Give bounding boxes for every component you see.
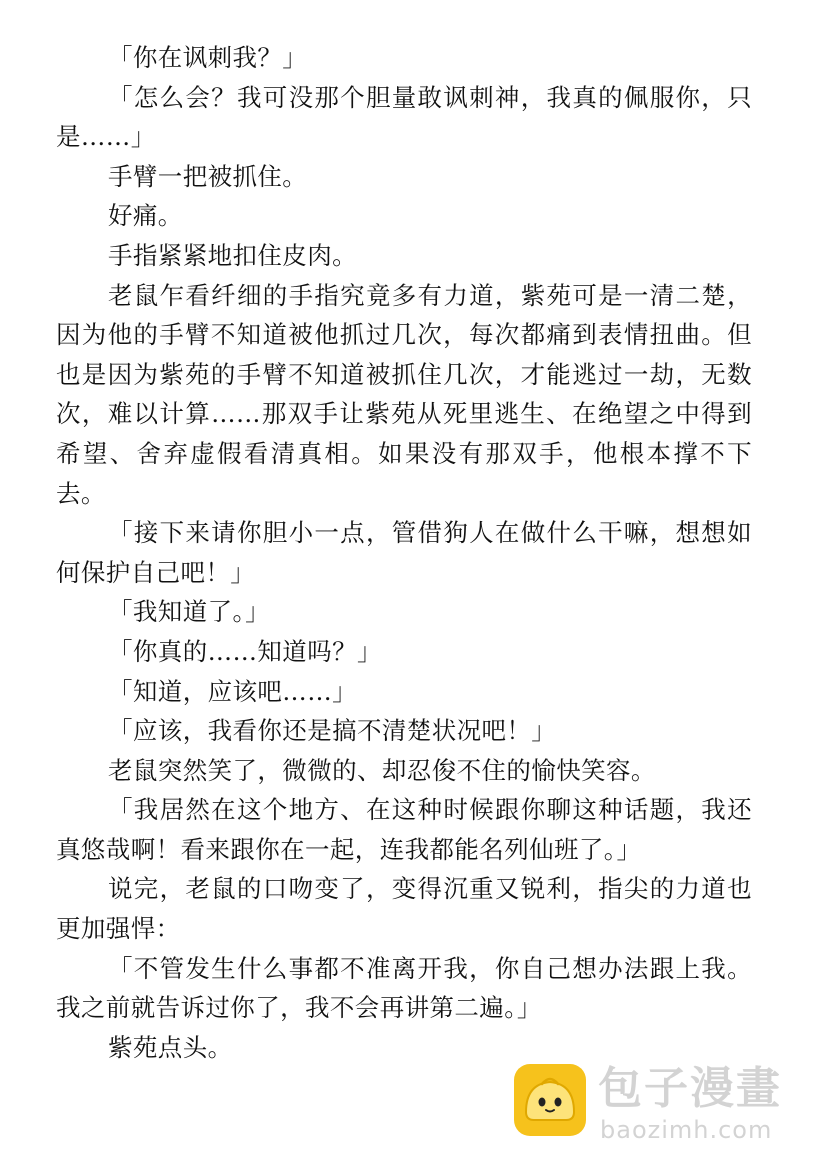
document-body bbox=[56, 38, 752, 1067]
paragraph: 好痛。 bbox=[108, 201, 183, 231]
paragraph: 「应该，我看你还是搞不清楚状况吧！」 bbox=[108, 716, 557, 746]
paragraph: 「你在讽刺我？」 bbox=[108, 43, 308, 72]
watermark bbox=[512, 1062, 812, 1152]
paragraph: 说完，老鼠的口吻变了，变得沉重又锐利，指尖的力道也更加强悍： bbox=[56, 874, 752, 944]
paragraph: 手臂一把被抓住。 bbox=[108, 161, 308, 191]
bun-mascot-icon bbox=[512, 1062, 588, 1138]
paragraph: 「我居然在这个地方、在这种时候跟你聊这种话题，我还真悠哉啊！看来跟你在一起，连我都能名列仙班了。」 bbox=[56, 795, 752, 864]
watermark-title: 包子漫畫 bbox=[598, 1063, 782, 1114]
paragraph: 紫苑点头。 bbox=[108, 1032, 233, 1062]
paragraph: 老鼠突然笑了，微微的、却忍俊不住的愉快笑容。 bbox=[108, 755, 656, 785]
paragraph: 「你真的……知道吗？」 bbox=[108, 636, 382, 666]
watermark-url: baozimh.com bbox=[600, 1116, 773, 1144]
paragraph: 「接下来请你胆小一点，管借狗人在做什么干嘛，想想如何保护自己吧！」 bbox=[56, 518, 752, 587]
paragraph: 「我知道了。」 bbox=[108, 597, 271, 627]
paragraph: 老鼠乍看纤细的手指究竟多有力道，紫苑可是一清二楚，因为他的手臂不知道被他抓过几次，每次都痛到表情扭曲。但也是因为紫苑的手臂不知道被抓住几次，才能逃过一劫，无数次，难以计算……那双手让紫苑从死里逃生、在绝望之中得到希望、舍弃虚假看清真相。如果没有那双手，他根本撑不下去。 bbox=[56, 280, 752, 508]
paragraph: 「知道，应该吧……」 bbox=[108, 676, 357, 706]
paragraph: 手指紧紧地扣住皮肉。 bbox=[108, 240, 357, 270]
paragraph: 「怎么会？我可没那个胆量敢讽刺神，我真的佩服你，只是……」 bbox=[56, 82, 752, 152]
paragraph: 「不管发生什么事都不准离开我，你自己想办法跟上我。我之前就告诉过你了，我不会再讲第二遍。」 bbox=[56, 953, 752, 1023]
